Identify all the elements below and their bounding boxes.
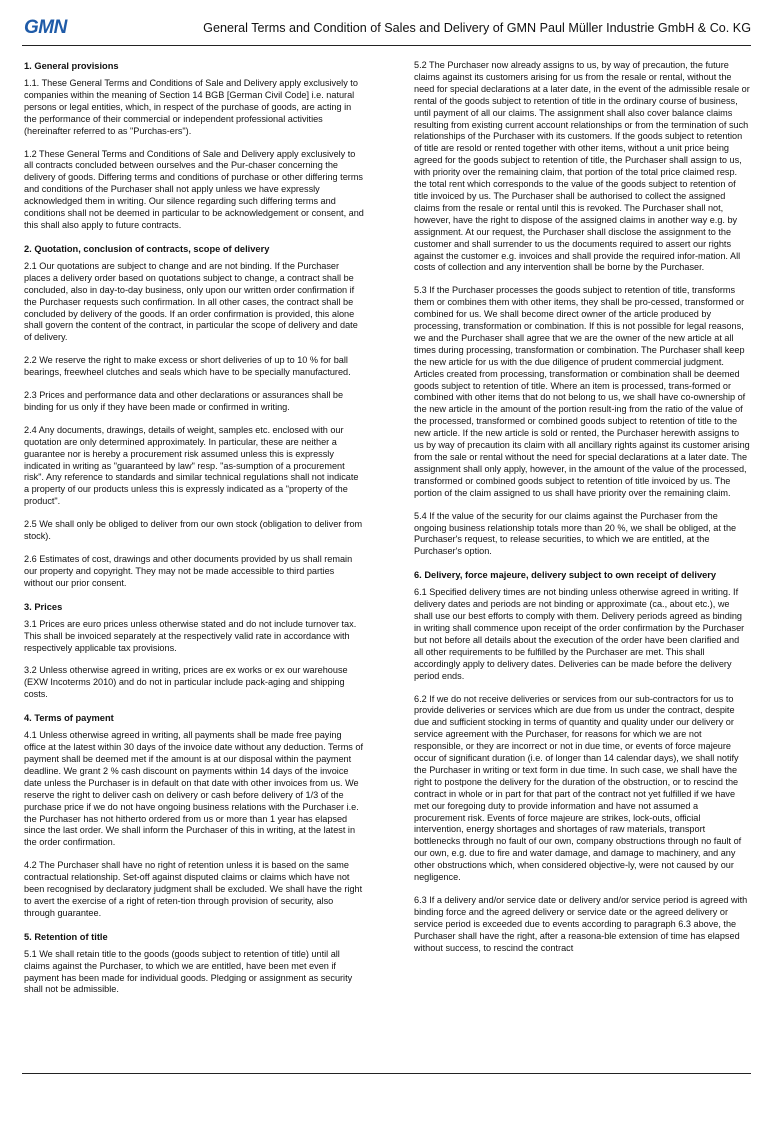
- clause-6-2: 6.2 If we do not receive deliveries or services from our sub-contractors for us to provide deliveries or services which are due from us under the contract, despite due and sufficient stocking in terms of quantity and quality under our delivery or service agreement with the Purchaser, for reasons for which we are not responsible, or they are incorrect or not in due time, or events of force majeure occur of significant duration (i.e. of longer than 14 calendar days), we shall notify the Purchaser in writing or text form in due time. In such case, we shall have the right to postpone the delivery for the duration of the obstruction, or to rescind the contract in whole or in part for that part of the contract not yet fulfilled if we have met our foregoing duty to provide information and have not assumed a procurement risk. Events of force majeure are strikes, lock-outs, official intervention, energy shortages and shortages of raw materials, transport bottlenecks through no fault of our own, company obstructions through no fault of our own, e.g. due to fire and water damage, and damage to machinery, and any other obstructions which, when considered objective-ly, were not caused by our negligence.: [414, 693, 742, 883]
- section-heading: 3. Prices: [24, 601, 63, 612]
- section-heading: 5. Retention of title: [24, 931, 108, 942]
- clause-4-2: 4.2 The Purchaser shall have no right of retention unless it is based on the same contractual relationship. Set-off against disputed claims or claims which have not been recognised by declaratory judgment shall be excluded. We shall have the right to avert the exercise of a right of reten-tion through provision of security, also through guarantee.: [24, 860, 363, 918]
- header-divider: [22, 45, 751, 46]
- section-heading: 2. Quotation, conclusion of contracts, scope of delivery: [24, 243, 270, 254]
- section-heading: 1. General provisions: [24, 61, 119, 71]
- clause-2-1: 2.1 Our quotations are subject to change and are not binding. If the Purchaser places a delivery order based on quotations subject to change, a contract shall be concluded, also in day-to-day business, only upon our written order confirmation if the Purchaser requests such confirmation. In all other cases, the contract shall be concluded by delivery of the goods. If an order confirmation is provided, this alone shall govern the content of the contract, in particular the scope of delivery and date of delivery.: [24, 260, 358, 343]
- clause-6-1: 6.1 Specified delivery times are not binding unless otherwise agreed in writing. If delivery dates and periods are not binding or approximate (ca., about etc.), we shall use our best efforts to comply with them. Delivery periods agreed as binding in writing shall commence upon receipt of the order confirmation by the Purchaser but not before all details about the execution of the order have been clarified and all other requirements to be fulfilled by the Purchaser are met. This shall accordingly apply to delivery dates. Deliveries can be made before the delivery period ends.: [414, 587, 745, 681]
- clause-1-2: 1.2 These General Terms and Conditions of Sale and Delivery apply exclusively to all contracts concluded between ourselves and the Pur-chaser concerning the delivery of goods. Differing terms and conditions of purchase or other differing terms and conditions of the Purchaser shall not apply unless we have expressly acknowledged them in writing. Our silence regarding such differing terms and conditions shall not be deemed in particular to be acknowledgement or consent, and this shall also apply to future contracts.: [24, 148, 364, 230]
- clause-2-3: 2.3 Prices and performance data and other declarations or assurances shall be binding for us only if they have been made or confirmed in writing.: [24, 390, 344, 412]
- clause-1-1: 1.1. These General Terms and Conditions of Sale and Delivery apply exclusively to companies within the meaning of Section 14 BGB [German Civil Code] i.e. natural persons or legal entities, which, in respect of the purchase of goods, are acting in the performance of their commercial or independent professional activities (hereinafter referred to as "Purchas-ers").: [24, 78, 358, 136]
- clause-2-6: 2.6 Estimates of cost, drawings and other documents provided by us shall remain our property and copyright. They may not be made accessible to third parties without our prior consent.: [24, 554, 353, 588]
- clause-2-4: 2.4 Any documents, drawings, details of weight, samples etc. enclosed with our quotation are only determined approximately. In particular, these are neither a guarantee nor is hereby a procurement risk assumed unless this is expressly indicated in writing as "guaranteed by law" resp. "as-sumption of a procurement risk". Any reference to standards and similar technical regulations shall not indicate a property of our products unless this is expressly indicated as a "property of the product".: [24, 424, 359, 507]
- page-header: [22, 14, 751, 44]
- section-heading: 6. Delivery, force majeure, delivery subject to own receipt of delivery: [414, 570, 717, 581]
- clause-2-2: 2.2 We reserve the right to make excess or short deliveries of up to 10 % for ball bearings, freewheel clutches and seals which have to be specially manufactured.: [24, 355, 351, 378]
- clause-5-4: 5.4 If the value of the security for our claims against the Purchaser from the ongoing business relationship totals more than 20 %, we shall be obliged, at the Purchaser's request, to release securities, to which we are entitled, at the Purchaser's option.: [414, 510, 737, 557]
- clause-4-1: 4.1 Unless otherwise agreed in writing, all payments shall be made free paying office at the latest within 30 days of the invoice date without any deduction. Terms of payment shall be deemed met if the amount is at our disposal within the payment deadline. We grant 2 % cash discount on payments within 14 days of the invoice date unless the Purchaser is in default on that date with other invoices from us. We reserve the right to deliver cash on delivery or cash before delivery of 1/3 of the purchase price if we do not have ongoing business relations with the Purchaser i.e. the Purchaser has not hitherto ordered from us or more than 1 year has elapsed since the last order. We shall inform the Purchaser of this in writing, at the latest in the order confirmation.: [24, 730, 364, 848]
- clause-5-3: 5.3 If the Purchaser processes the goods subject to retention of title, transforms them or combines them with other items, they shall be pro-cessed, transformed or combined for us. We shall become direct owner of the article produced by processing, transformation or combination. If this is not possible for legal reasons, we and the Purchaser shall agree that we are the owner of the new article at all times during processing, transformation or combination. The Purchaser shall keep the new article for us with the due diligence of prudent commercial judgment. Articles created from processing, transformation or combination shall be deemed goods subject to retention of title. Where an item is processed, trans-formed or combined with other items that do not belong to us, we shall have co-ownership of the new article in the amount of the portion result-ing from the ratio of the value of the processed, transformed or combined goods subject to retention of title to the new article. If the new article is sold or rented, the Purchaser herewith assigns to us by way of precaution its claim with all ancillary rights against its customer arising from the sale or rental without the need for special declarations at a later date. The assignment shall only apply, however, in the amount of the value of the processed, transformed or combined goods subject to retention of title invoiced by us. The portion of the claim assigned to us shall have priority over the remaining claim.: [414, 285, 750, 498]
- clause-5-2: 5.2 The Purchaser now already assigns to us, by way of precaution, the future claims against its customers arising for us from the resale or rental, without the need for special declarations at a later date, in the event of the admissible resale or rental of the goods subject to retention of title in the ordinary course of business, until payment of all our claims. The assignment shall also cover balance claims resulting from existing current account relationships or from the termination of such relationships of the Purchaser with its customers. If the goods subject to retention of title are resold or rented together with other items, without a unit price being agreed for the goods subject to retention of title, the Purchaser shall assign to us, with priority over the remaining claim, that portion of the total price claimed resp. the total rent which corresponds to the value of the goods subject to retention of title invoiced by us. The Purchaser shall be authorised to collect the assigned claims from the resale or rental until this is revoked. The Purchaser shall not, however, have the right to dispose of the assigned claims in another way e.g. by assignment. At our request, the Purchaser shall disclose the assignment to the customer and shall surrender to us the documents required to assert our rights against the customer e.g. invoices and shall provide the required infor-mation. All costs of collection and any intervention shall be borne by the Purchaser.: [414, 60, 750, 273]
- clause-3-2: 3.2 Unless otherwise agreed in writing, prices are ex works or ex our warehouse (EXW Incoterms 2010) and do not in particular include pack-aging and shipping costs.: [24, 665, 348, 700]
- footer-divider: [22, 1073, 751, 1074]
- document-title: General Terms and Condition of Sales and Delivery of GMN Paul Müller Industrie GmbH & Co. KG: [203, 21, 751, 35]
- right-column: [414, 60, 750, 1068]
- section-heading: 4. Terms of payment: [24, 713, 114, 724]
- clause-2-5: 2.5 We shall only be obliged to deliver from our own stock (obligation to deliver from stock).: [24, 519, 363, 542]
- left-column: [24, 60, 364, 1068]
- clause-3-1: 3.1 Prices are euro prices unless otherwise stated and do not include turnover tax. This shall be invoiced separately at the respectively valid rate in accordance with respectively applicable tax provisions.: [24, 618, 357, 653]
- clause-5-1: 5.1 We shall retain title to the goods (goods subject to retention of title) until all claims against the Purchaser, to which we are entitled, have been met even if payment has been made for individual goods. Pledging or assignment as security shall not be admissible.: [24, 948, 353, 995]
- gmn-logo: GMN: [24, 17, 67, 38]
- clause-6-3: 6.3 If a delivery and/or service date or delivery and/or service period is agreed with binding force and the agreed delivery or service date or the agreed delivery or service period is exceeded due to events according to paragraph 6.3 above, the Purchaser shall have the right, after a reasona-ble extension of time has elapsed without success, to rescind the contract: [414, 895, 748, 953]
